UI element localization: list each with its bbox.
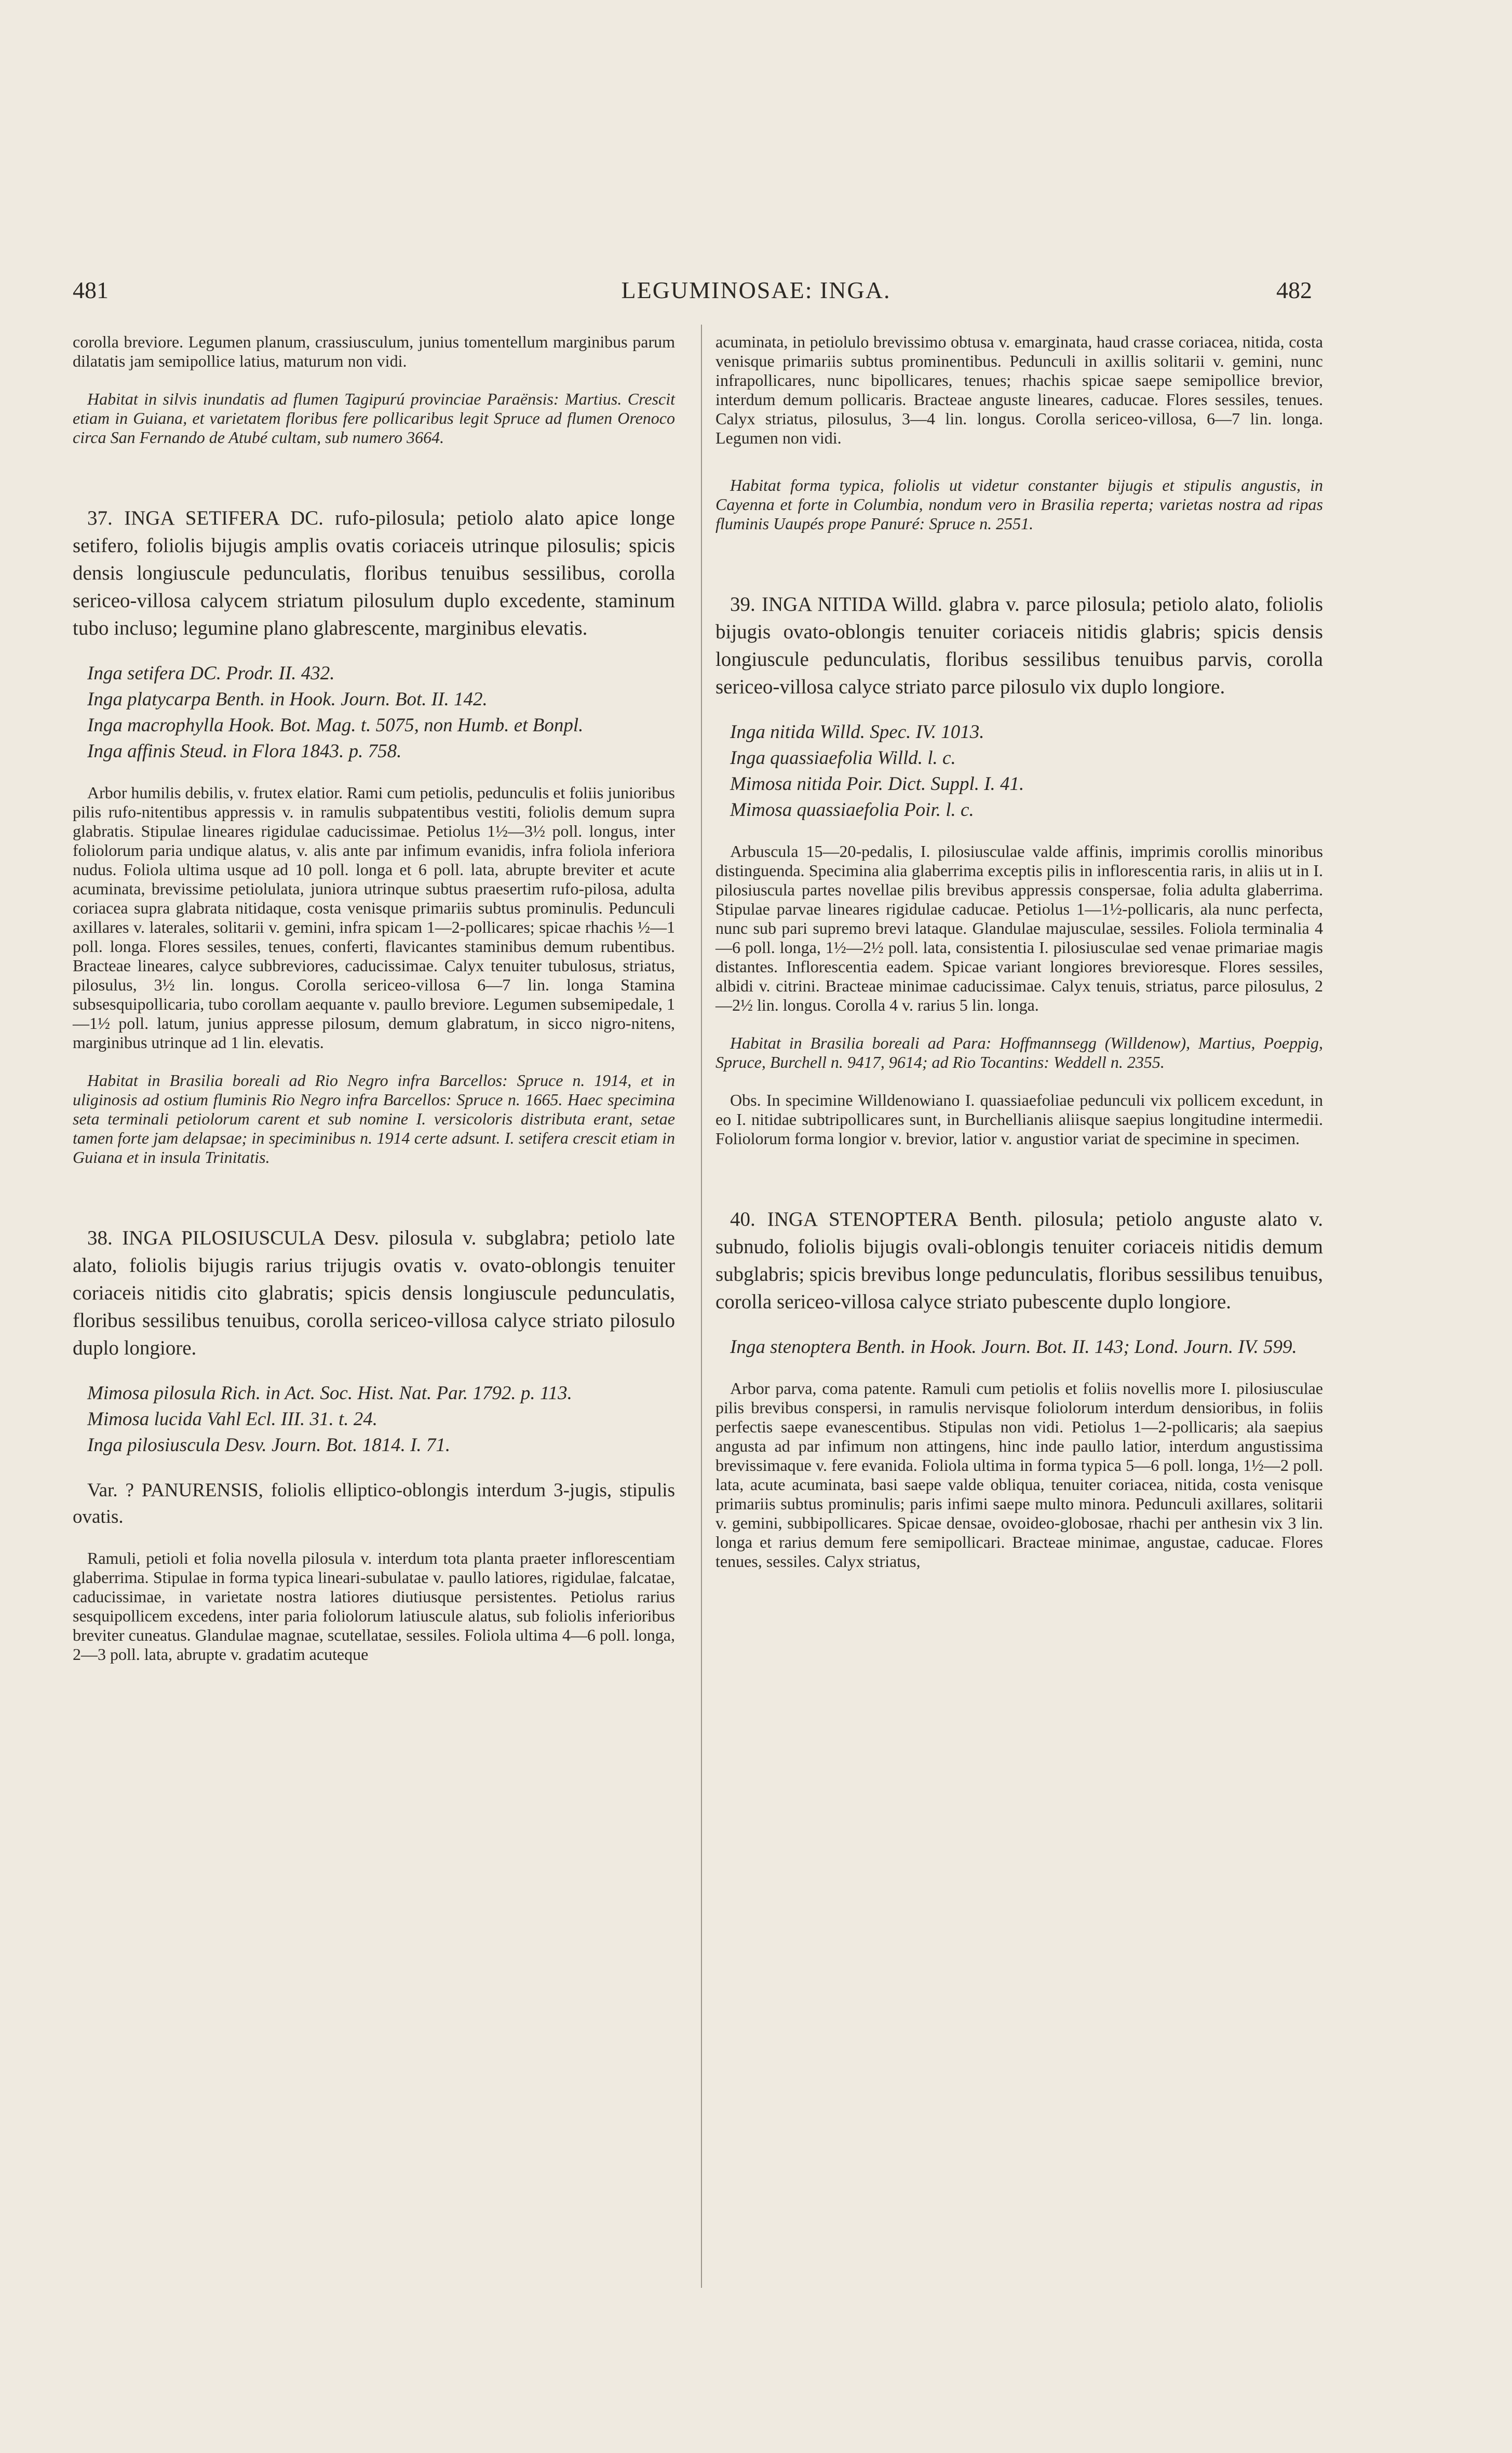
left-page-number: 481 — [73, 277, 109, 303]
habitat-39: Habitat in Brasilia boreali ad Para: Hoffmannsegg (Willdenow), Martius, Poeppig, Spruce, Burchell n. 9417, 9614; ad Rio Tocantins: Weddell n. 2355. — [716, 1034, 1323, 1071]
species-39-heading: 39. INGA NITIDA Willd. glabra v. parce pilosula; petiolo alato, foliolis bijugis ovato-oblongis tenuiter coriaceis nitidis glabris; spicis densis longiuscule pedunculatis, floribus sessilibus tenuibus parvis, corolla sericeo-villosa calyce striato parce pilosulo vix duplo longiore. — [716, 593, 1323, 698]
habitat-38: Habitat forma typica, foliolis ut videtur constanter bijugis et stipulis angustis, in Cayenna et forte in Columbia, nondum vero in Brasilia reperta; varietas nostra ad ripas fluminis Uaupés prope Panuré: Spruce n. 2551. — [716, 476, 1323, 533]
synonym: Inga quassiaefolia Willd. l. c. — [730, 747, 956, 769]
description-continuation: corolla breviore. Legumen planum, crassiusculum, junius tomentellum marginibus parum dilatatis jam semipollice latius, maturum non vidi. — [73, 332, 675, 370]
right-page-number: 482 — [1276, 277, 1312, 303]
species-38-heading: 38. INGA PILOSIUSCULA Desv. pilosula v. subglabra; petiolo late alato, foliolis bijugis rarius trijugis ovatis v. ovato-oblongis tenuiter coriaceis nitidis cito glabratis; spicis densis longiuscule pedunculatis, floribus sessilibus tenuibus, corolla sericeo-villosa calyce striato pilosulo duplo longiore. — [73, 1227, 675, 1359]
synonymy-37 — [73, 661, 675, 765]
synonym: Inga pilosiuscula Desv. Journ. Bot. 1814. I. 71. — [87, 1435, 451, 1456]
habitat-37: Habitat in Brasilia boreali ad Rio Negro infra Barcellos: Spruce n. 1914, et in uliginosis ad ostium fluminis Rio Negro infra Barcellos: Spruce n. 1665. Haec specimina seta terminali petiolorum carent et sub nomine I. versicoloris distributa erant, setae tamen forte jam delapsae; in speciminibus n. 1914 certe adsunt. I. setifera crescit etiam in Guiana et in insula Trinitatis. — [73, 1071, 675, 1167]
synonym: Inga stenoptera Benth. in Hook. Journ. Bot. II. 143; Lond. Journ. IV. 599. — [730, 1336, 1297, 1358]
description-40: Arbor parva, coma patente. Ramuli cum petiolis et foliis novellis more I. pilosiusculae pilis brevibus conspersi, in ramulis nervisque foliolorum interdum densioribus, in foliis perfectis saepe evanescentibus. Stipulas non vidi. Petiolus 1—2-pollicaris; ala saepius angusta ad par infimum non attingens, hinc inde paullo latior, interdum angustissima brevissimaque v. fere evanida. Foliola ultima in forma typica 5—6 poll. longa, 1½—2 poll. lata, acute acuminata, basi saepe valde obliqua, tenuiter coriacea, nitida, costa venisque primariis subtus prominulis; paris infimi saepe multo minora. Pedunculi axillares, solitarii v. gemini, subbipollicares. Spicae densae, ovoideo-globosae, rhachi per anthesin vix 3 lin. longa et rarius demum fere semipollicari. Bracteae minimae, angustae, caducae. Flores tenues, sessiles. Calyx striatus, — [716, 1379, 1323, 1571]
right-column — [716, 332, 1323, 1571]
synonym: Mimosa lucida Vahl Ecl. III. 31. t. 24. — [87, 1409, 378, 1430]
running-title: LEGUMINOSAE: INGA. — [621, 277, 891, 303]
variety-38: Var. ? PANURENSIS, foliolis elliptico-oblongis interdum 3-jugis, stipulis ovatis. — [73, 1480, 675, 1527]
synonym: Inga setifera DC. Prodr. II. 432. — [87, 663, 335, 684]
synonymy-40 — [716, 1334, 1323, 1360]
species-40-heading: 40. INGA STENOPTERA Benth. pilosula; petiolo anguste alato v. subnudo, foliolis bijugis ovali-oblongis tenuiter coriaceis nitidis demum subglabris; spicis brevibus longe pedunculatis, floribus sessilibus tenuibus, corolla sericeo-villosa calyce striato pubescente duplo longiore. — [716, 1208, 1323, 1313]
synonymy-38 — [73, 1380, 675, 1458]
synonym: Mimosa nitida Poir. Dict. Suppl. I. 41. — [730, 773, 1024, 795]
column-divider — [701, 325, 702, 2288]
observation-39: Obs. In specimine Willdenowiano I. quassiaefoliae pedunculi vix pollicem excedunt, in eo I. nitidae subtripollicares sunt, in Burchellianis aliisque saepius longitudine intermedii. Foliolorum forma longior v. brevior, latior v. angustior variat de specimine in specimen. — [716, 1091, 1323, 1148]
synonym: Inga platycarpa Benth. in Hook. Journ. Bot. II. 142. — [87, 689, 488, 710]
left-column — [73, 332, 675, 1664]
description-37: Arbor humilis debilis, v. frutex elatior. Rami cum petiolis, pedunculis et foliis junioribus pilis rufo-nitentibus appressis v. in ramulis subpatentibus vestiti, foliolis demum supra glabratis. Stipulae lineares rigidulae caducissimae. Petiolus 1½—3½ poll. longus, inter foliolorum paria undique alatus, v. alis ante par infimum evanidis, infra foliola inferiora nudus. Foliola ultima usque ad 10 poll. longa et 6 poll. lata, abrupte breviter et acute acuminata, brevissime petiolulata, juniora utrinque subtus praesertim rufo-pilosa, adulta coriacea supra glabrata nitidaque, costa venisque primariis subtus prominulis. Pedunculi axillares v. laterales, solitarii v. gemini, infra spicam 1—2-pollicares; spicae rhachis ½—1 poll. longa. Flores sessiles, tenues, conferti, flavicantes staminibus demum rubentibus. Bracteae lineares, calyce subbreviores, caducissimae. Calyx tenuiter tubulosus, striatus, pilosulus, 3½ lin. longus. Corolla sericeo-villosa 6—7 lin. longa Stamina subsesquipollicaria, tubo corollam aequante v. paullo breviore. Legumen subsemipedale, 1—1½ poll. latum, junius appresse pilosum, demum glabratum, in sicco nigro-nitens, marginibus utrinque ad 1 lin. elevatis. — [73, 783, 675, 1052]
synonymy-39 — [716, 719, 1323, 823]
description-39: Arbuscula 15—20-pedalis, I. pilosiusculae valde affinis, imprimis corollis minoribus distinguenda. Specimina alia glaberrima exceptis pilis in inflorescentia raris, in aliis ut in I. pilosiuscula partes novellae pilis brevibus appressis conspersae, folia adulta glaberrima. Stipulae parvae lineares rigidulae caducae. Petiolus 1—1½-pollicaris, ala nunc perfecta, nunc sub pari supremo brevi lataque. Glandulae majusculae, sessiles. Foliola terminalia 4—6 poll. longa, 1½—2½ poll. lata, consistentia I. pilosiusculae sed venae primariae magis distantes. Inflorescentia eadem. Spicae variant longiores brevioresque. Flores sessiles, albidi v. citrini. Bracteae minimae caducissimae. Calyx tenuis, striatus, parce pilosulus, 2—2½ lin. longus. Corolla 4 v. rarius 5 lin. longa. — [716, 842, 1323, 1014]
synonym: Mimosa quassiaefolia Poir. l. c. — [730, 799, 974, 821]
synonym: Inga affinis Steud. in Flora 1843. p. 758. — [87, 741, 402, 762]
synonym: Inga nitida Willd. Spec. IV. 1013. — [730, 721, 984, 743]
species-37-heading: 37. INGA SETIFERA DC. rufo-pilosula; petiolo alato apice longe setifero, foliolis bijugis amplis ovatis coriaceis utrinque pilosulis; spicis densis longiuscule pedunculatis, floribus tenuibus sessilibus, corolla sericeo-villosa calycem striatum pilosulum duplo excedente, staminum tubo incluso; legumine plano glabrescente, marginibus elevatis. — [73, 507, 675, 639]
description-38-continuation: acuminata, in petiolulo brevissimo obtusa v. emarginata, haud crasse coriacea, nitida, costa venisque primariis subtus prominentibus. Pedunculi in axillis solitarii v. gemini, nunc infrapollicares, nunc bipollicares, tenues; rhachis spicae saepe semipollice brevior, interdum demum pollicaris. Bracteae anguste lineares, caducae. Flores sessiles, tenues. Calyx striatus, pilosulus, 3—4 lin. longus. Corolla sericeo-villosa, 6—7 lin. longa. Legumen non vidi. — [716, 332, 1323, 447]
habitat-inga-prev: Habitat in silvis inundatis ad flumen Tagipurú provinciae Paraënsis: Martius. Crescit etiam in Guiana, et varietatem floribus fere pollicaribus legit Spruce ad flumen Orenoco circa San Fernando de Atubé cultam, sub numero 3664. — [73, 390, 675, 447]
synonym: Mimosa pilosula Rich. in Act. Soc. Hist. Nat. Par. 1792. p. 113. — [87, 1383, 572, 1404]
synonym: Inga macrophylla Hook. Bot. Mag. t. 5075, non Humb. et Bonpl. — [87, 715, 584, 736]
description-38: Ramuli, petioli et folia novella pilosula v. interdum tota planta praeter inflorescentiam glaberrima. Stipulae in forma typica lineari-subulatae v. paullo latiores, rigidulae, falcatae, caducissimae, in varietate nostra latiores diutiusque persistentes. Petiolus rarius sesquipollicem excedens, inter paria foliolorum latiuscule alatus, sub foliolis inferioribus breviter cuneatus. Glandulae magnae, scutellatae, sessiles. Foliola ultima 4—6 poll. longa, 2—3 poll. lata, abrupte v. gradatim acuteque — [73, 1549, 675, 1664]
